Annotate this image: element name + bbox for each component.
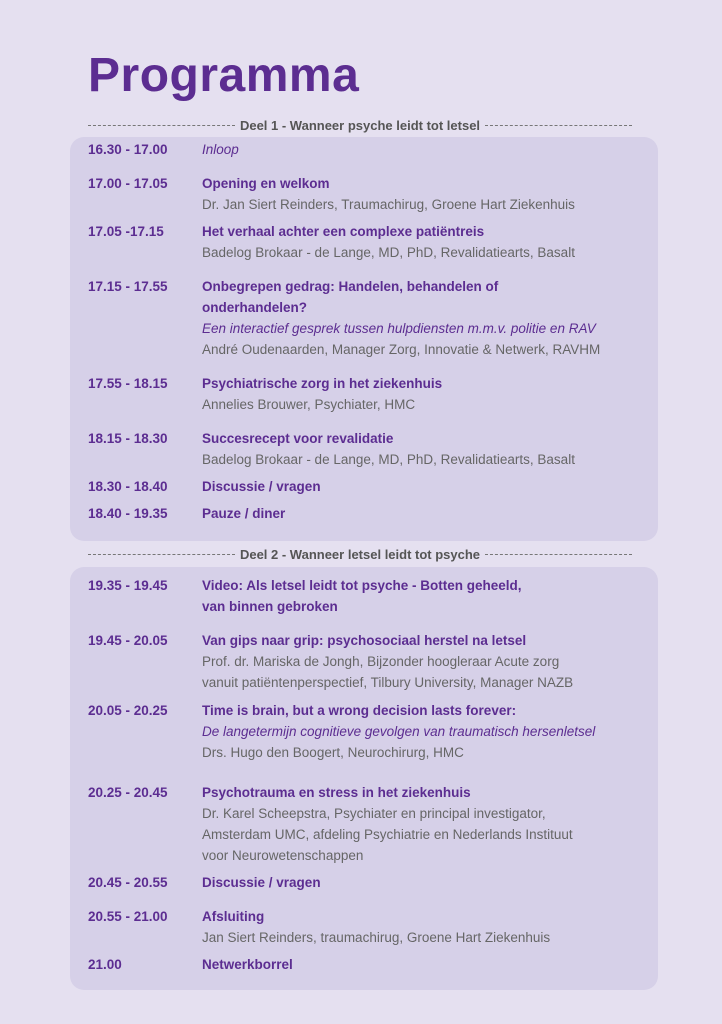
item-speaker: Dr. Jan Siert Reinders, Traumachirug, Groene Hart Ziekenhuis xyxy=(202,197,575,212)
item-time: 19.45 - 20.05 xyxy=(88,633,168,648)
item-body xyxy=(202,503,648,524)
item-body xyxy=(202,428,648,470)
item-title: Onbegrepen gedrag: Handelen, behandelen of xyxy=(202,279,499,294)
item-speaker: Dr. Karel Scheepstra, Psychiater en principal investigator, xyxy=(202,806,546,821)
item-body xyxy=(202,630,648,693)
item-time: 18.30 - 18.40 xyxy=(88,479,168,494)
item-time: 20.25 - 20.45 xyxy=(88,785,168,800)
item-title: Psychiatrische zorg in het ziekenhuis xyxy=(202,376,443,391)
item-speaker: Jan Siert Reinders, traumachirug, Groene Hart Ziekenhuis xyxy=(202,930,551,945)
item-time: 19.35 - 19.45 xyxy=(88,578,168,593)
item-title: Video: Als letsel leidt tot psyche - Botten geheeld, xyxy=(202,578,522,593)
item-body xyxy=(202,373,648,415)
item-speaker-continued: vanuit patiëntenperspectief, Tilbury University, Manager NAZB xyxy=(202,675,574,690)
item-title: Pauze / diner xyxy=(202,506,286,521)
item-body xyxy=(202,173,648,215)
item-body xyxy=(202,276,648,360)
item-body xyxy=(202,954,648,975)
item-time: 20.55 - 21.00 xyxy=(88,909,168,924)
part-2-label: Deel 2 - Wanneer letsel leidt tot psyche xyxy=(239,547,481,562)
item-title: Netwerkborrel xyxy=(202,957,293,972)
part-2-divider xyxy=(88,547,632,562)
item-subtitle: De langetermijn cognitieve gevolgen van traumatisch hersenletsel xyxy=(202,724,596,739)
page-title: Programma xyxy=(88,49,360,102)
part-1-label: Deel 1 - Wanneer psyche leidt tot letsel xyxy=(239,118,481,133)
item-time: 20.05 - 20.25 xyxy=(88,703,168,718)
item-body xyxy=(202,872,648,893)
item-time: 16.30 - 17.00 xyxy=(88,142,168,157)
item-note: Inloop xyxy=(202,142,239,157)
item-title: Het verhaal achter een complexe patiëntreis xyxy=(202,224,485,239)
item-time: 17.55 - 18.15 xyxy=(88,376,168,391)
item-title: Afsluiting xyxy=(202,909,265,924)
item-speaker: Prof. dr. Mariska de Jongh, Bijzonder hoogleraar Acute zorg xyxy=(202,654,560,669)
item-subtitle: Een interactief gesprek tussen hulpdiensten m.m.v. politie en RAV xyxy=(202,321,596,336)
item-body xyxy=(202,575,648,617)
item-speaker-continued: Amsterdam UMC, afdeling Psychiatrie en Nederlands Instituut xyxy=(202,827,573,842)
item-body xyxy=(202,476,648,497)
item-time: 17.05 -17.15 xyxy=(88,224,164,239)
item-speaker: Drs. Hugo den Boogert, Neurochirurg, HMC xyxy=(202,745,464,760)
item-speaker: André Oudenaarden, Manager Zorg, Innovatie & Netwerk, RAVHM xyxy=(202,342,601,357)
item-time: 17.00 - 17.05 xyxy=(88,176,168,191)
item-body xyxy=(202,700,648,763)
item-title: Time is brain, but a wrong decision lasts forever: xyxy=(202,703,517,718)
item-title: Van gips naar grip: psychosociaal herstel na letsel xyxy=(202,633,527,648)
item-time: 20.45 - 20.55 xyxy=(88,875,168,890)
item-title-continued: van binnen gebroken xyxy=(202,599,338,614)
item-title: Opening en welkom xyxy=(202,176,330,191)
item-time: 18.40 - 19.35 xyxy=(88,506,168,521)
item-body xyxy=(202,221,648,263)
item-time: 21.00 xyxy=(88,957,122,972)
item-title: Succesrecept voor revalidatie xyxy=(202,431,394,446)
item-speaker-continued: voor Neurowetenschappen xyxy=(202,848,364,863)
item-body xyxy=(202,782,648,866)
item-time: 17.15 - 17.55 xyxy=(88,279,168,294)
item-speaker: Badelog Brokaar - de Lange, MD, PhD, Revalidatiearts, Basalt xyxy=(202,452,575,467)
item-title: Psychotrauma en stress in het ziekenhuis xyxy=(202,785,471,800)
item-speaker: Badelog Brokaar - de Lange, MD, PhD, Revalidatiearts, Basalt xyxy=(202,245,575,260)
item-time: 18.15 - 18.30 xyxy=(88,431,168,446)
item-title: Discussie / vragen xyxy=(202,875,321,890)
item-body xyxy=(202,906,648,948)
item-body xyxy=(202,139,648,160)
item-title: Discussie / vragen xyxy=(202,479,321,494)
item-title-continued: onderhandelen? xyxy=(202,300,308,315)
part-1-divider xyxy=(88,118,632,133)
item-speaker: Annelies Brouwer, Psychiater, HMC xyxy=(202,397,416,412)
